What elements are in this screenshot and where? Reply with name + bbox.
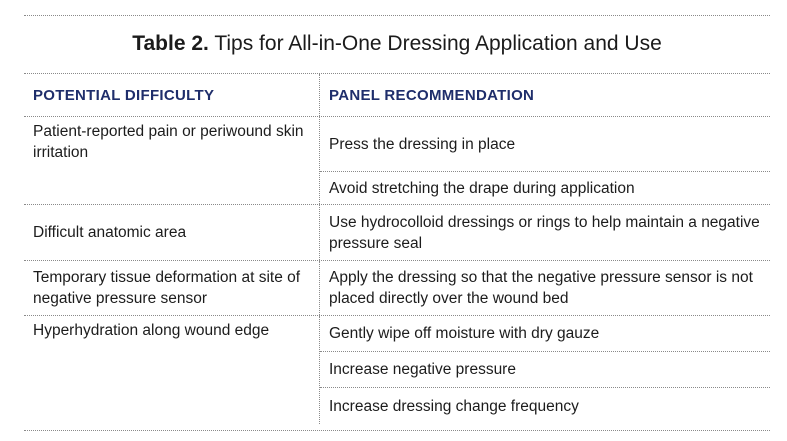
table-row [24, 316, 770, 424]
table-title-label: Table 2. [132, 32, 209, 55]
header-right-col [320, 74, 770, 116]
table-title [24, 32, 770, 56]
table-header-row [24, 74, 770, 117]
difficulty-cell: Patient-reported pain or periwound skin irritation [24, 117, 320, 204]
recommendation-col [320, 316, 770, 424]
recommendation-cell: Increase negative pressure [320, 352, 770, 388]
difficulty-cell: Temporary tissue deformation at site of negative pressure sensor [24, 261, 320, 315]
recommendation-cell: Avoid stretching the drape during application [329, 179, 635, 197]
table-row [24, 261, 770, 316]
header-potential-difficulty: POTENTIAL DIFFICULTY [24, 74, 320, 116]
difficulty-cell: Hyperhydration along wound edge [24, 316, 320, 424]
table-row [24, 117, 770, 205]
table-row [24, 205, 770, 261]
recommendation-col [320, 205, 770, 260]
header-panel-recommendation: PANEL RECOMMENDATION [329, 86, 535, 104]
recommendation-cell: Press the dressing in place [320, 117, 770, 172]
recommendation-cell: Apply the dressing so that the negative pressure sensor is not placed directly over the wound bed [329, 269, 753, 307]
recommendation-cell: Increase dressing change frequency [329, 397, 579, 415]
recommendation-col [320, 261, 770, 315]
recommendation-cell: Gently wipe off moisture with dry gauze [320, 316, 770, 352]
table-frame [24, 15, 770, 431]
recommendation-col [320, 117, 770, 204]
table-title-text: Tips for All-in-One Dressing Application and Use [214, 32, 662, 55]
recommendation-cell: Use hydrocolloid dressings or rings to help maintain a negative pressure seal [329, 213, 760, 252]
difficulty-cell: Difficult anatomic area [24, 205, 320, 260]
tips-table [24, 73, 770, 424]
